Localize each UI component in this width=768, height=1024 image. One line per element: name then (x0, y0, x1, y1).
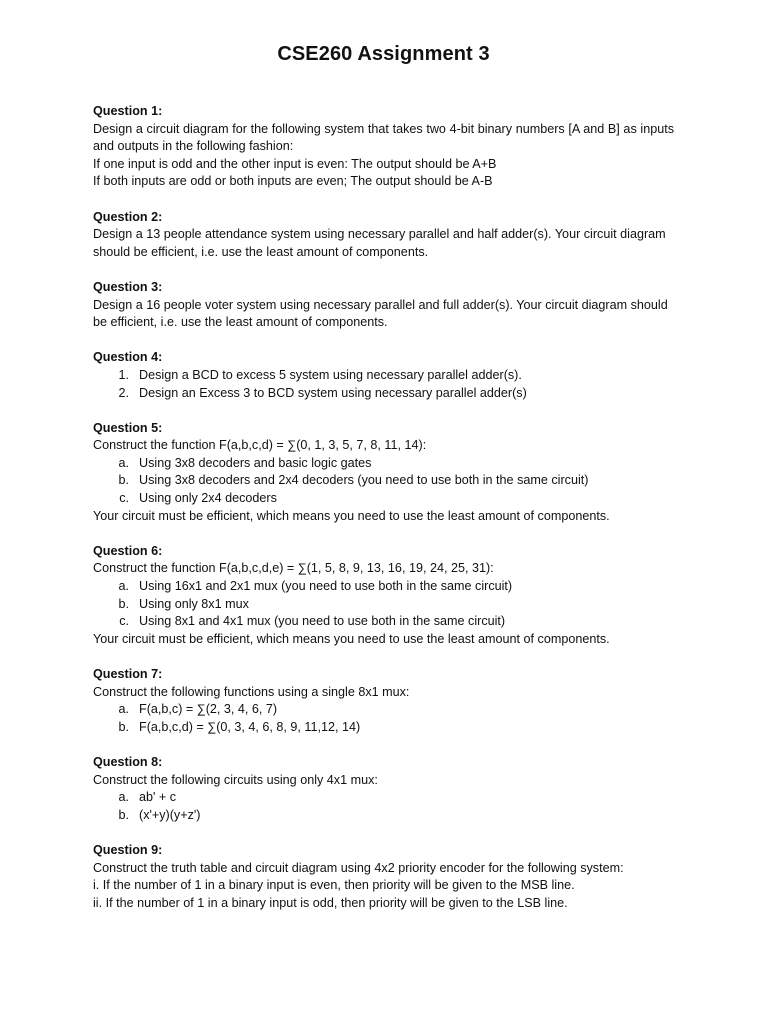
question-title: Question 6: (93, 543, 163, 558)
list-item-text: (x'+y)(y+z') (139, 807, 201, 822)
list-item (93, 596, 674, 614)
lettered-list (93, 455, 674, 508)
list-item-text: Using only 8x1 mux (139, 596, 249, 611)
question-4 (93, 349, 674, 402)
question-text: Construct the truth table and circuit diagram using 4x2 priority encoder for the following system: (93, 860, 624, 875)
list-marker: c. (119, 614, 129, 629)
list-item-text: Design an Excess 3 to BCD system using necessary parallel adder(s) (139, 385, 527, 400)
list-item (93, 490, 674, 508)
list-marker: 1. (118, 367, 129, 382)
list-marker: b. (118, 807, 129, 822)
list-item (93, 367, 674, 385)
question-line: If one input is odd and the other input is even: The output should be A+B (93, 156, 497, 171)
list-marker: a. (118, 579, 129, 594)
question-9 (93, 842, 674, 912)
list-item-text: Using 8x1 and 4x1 mux (you need to use both in the same circuit) (139, 614, 506, 629)
question-intro: Construct the following circuits using only 4x1 mux: (93, 772, 378, 787)
list-marker: a. (118, 702, 129, 717)
question-6 (93, 543, 674, 649)
question-3 (93, 279, 674, 332)
question-7 (93, 666, 674, 736)
list-item-text: Using 3x8 decoders and basic logic gates (139, 455, 372, 470)
list-marker: 2. (118, 385, 129, 400)
list-item (93, 701, 674, 719)
lettered-list (93, 789, 674, 824)
list-item (93, 385, 674, 403)
list-marker: c. (119, 491, 129, 506)
question-title: Question 3: (93, 279, 163, 294)
question-title: Question 8: (93, 754, 163, 769)
list-item-text: F(a,b,c,d) = ∑(0, 3, 4, 6, 8, 9, 11,12, 14) (139, 719, 361, 734)
question-intro: Construct the following functions using a single 8x1 mux: (93, 684, 410, 699)
lettered-list (93, 701, 674, 736)
list-item (93, 472, 674, 490)
list-item (93, 455, 674, 473)
list-item-text: F(a,b,c) = ∑(2, 3, 4, 6, 7) (139, 702, 278, 717)
document-body (93, 103, 674, 912)
list-item-text: Using 16x1 and 2x1 mux (you need to use both in the same circuit) (139, 579, 513, 594)
list-marker: b. (118, 596, 129, 611)
question-outro: Your circuit must be efficient, which means you need to use the least amount of components. (93, 631, 610, 646)
list-item (93, 807, 674, 825)
list-marker: b. (118, 719, 129, 734)
list-item-text: Using 3x8 decoders and 2x4 decoders (you need to use both in the same circuit) (139, 473, 589, 488)
question-title: Question 1: (93, 104, 163, 118)
question-line: ii. If the number of 1 in a binary input is odd, then priority will be given to the LSB line. (93, 895, 568, 910)
list-marker: a. (118, 455, 129, 470)
question-text: Design a 16 people voter system using necessary parallel and full adder(s). Your circuit diagram should be efficient, i.e. use the least amount of components. (93, 297, 668, 330)
question-8 (93, 754, 674, 824)
question-title: Question 5: (93, 420, 163, 435)
document-title: CSE260 Assignment 3 (277, 43, 490, 65)
question-text: Design a circuit diagram for the following system that takes two 4-bit binary numbers [A and B] as inputs and outputs in the following fashion: (93, 121, 674, 154)
question-title: Question 7: (93, 667, 163, 681)
list-item-text: Using only 2x4 decoders (139, 491, 277, 506)
question-text: Design a 13 people attendance system using necessary parallel and half adder(s). Your circuit diagram should be efficient, i.e. use the least amount of components. (93, 227, 666, 259)
numbered-list (93, 367, 674, 402)
question-intro: Construct the function F(a,b,c,d) = ∑(0, 1, 3, 5, 7, 8, 11, 14): (93, 438, 427, 453)
list-item (93, 719, 674, 737)
lettered-list (93, 578, 674, 631)
list-item-text: ab' + c (139, 790, 177, 805)
list-item (93, 578, 674, 596)
list-marker: b. (118, 473, 129, 488)
question-title: Question 2: (93, 209, 163, 224)
list-item-text: Design a BCD to excess 5 system using necessary parallel adder(s). (139, 367, 522, 382)
question-title: Question 9: (93, 842, 163, 857)
question-outro: Your circuit must be efficient, which means you need to use the least amount of components. (93, 508, 610, 523)
list-item (93, 789, 674, 807)
question-intro: Construct the function F(a,b,c,d,e) = ∑(1, 5, 8, 9, 13, 16, 19, 24, 25, 31): (93, 561, 494, 576)
question-line: If both inputs are odd or both inputs are even; The output should be A-B (93, 174, 493, 189)
question-2 (93, 209, 674, 262)
list-item (93, 613, 674, 631)
question-line: i. If the number of 1 in a binary input is even, then priority will be given to the MSB line. (93, 878, 575, 893)
list-marker: a. (118, 790, 129, 805)
question-5 (93, 420, 674, 526)
question-title: Question 4: (93, 350, 163, 365)
question-1 (93, 103, 674, 191)
